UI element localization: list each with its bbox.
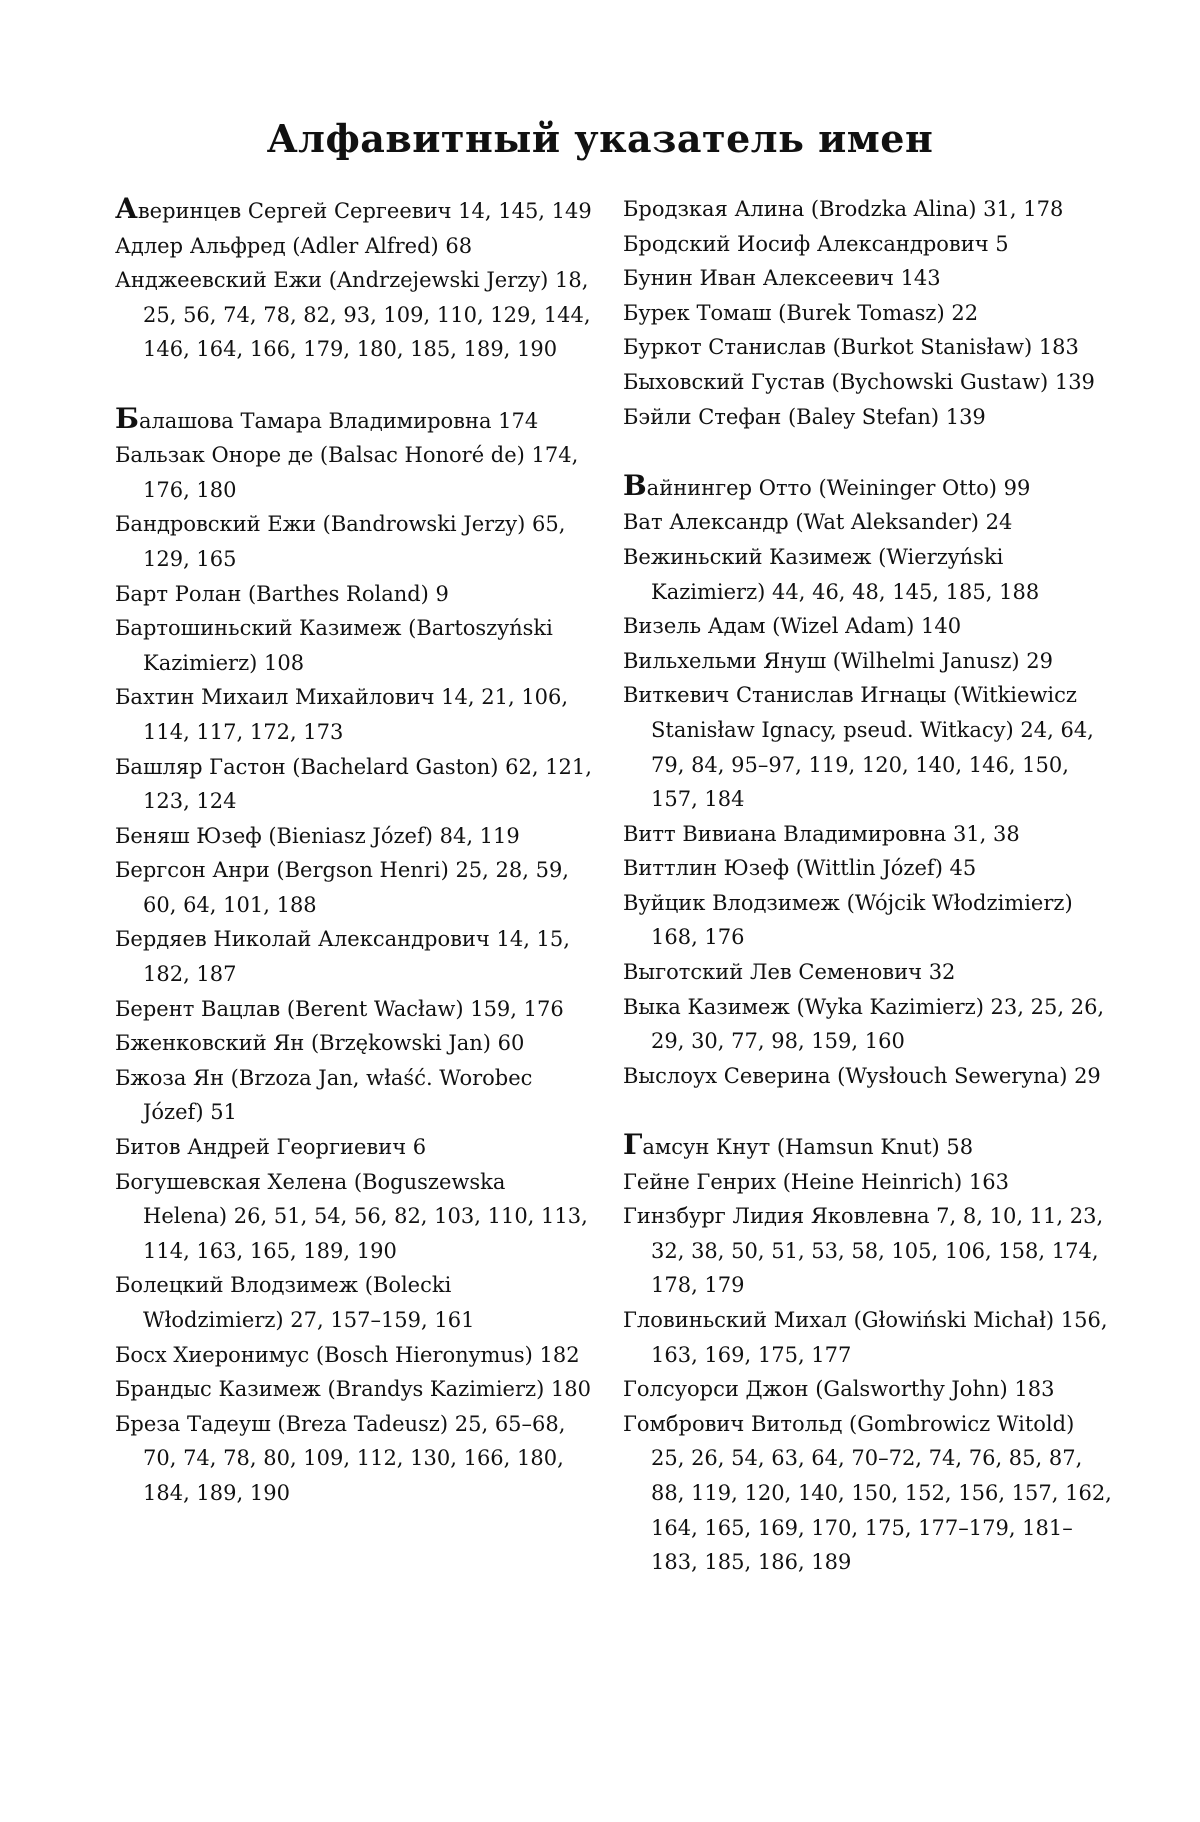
index-entry: Босх Хиеронимус (Bosch Hieronymus) 182 [115,1342,580,1367]
index-entry-text: веринцев Сергей Сергеевич 14, 145, 149 [137,199,592,223]
page-title: Алфавитный указатель имен [266,116,934,161]
index-entry: Берент Вацлав (Berent Wacław) 159, 176 [115,996,564,1021]
index-entry [115,402,595,439]
index-entry: Бженковский Ян (Brzękowski Jan) 60 [115,1031,525,1056]
index-entry: Визель Адам (Wizel Adam) 140 [623,614,962,639]
index-entry: Вуйцик Влодзимеж (Wójcik Włodzimierz) 168, 176 [623,890,1073,950]
index-entry: Вильхельми Януш (Wilhelmi Janusz) 29 [623,648,1053,673]
index-entry: Бродский Иосиф Александрович 5 [623,231,1009,256]
section-gap [623,1093,1113,1128]
index-entry: Адлер Альфред (Adler Alfred) 68 [115,233,473,258]
index-entry: Брандыс Казимеж (Brandys Kazimierz) 180 [115,1377,592,1402]
index-entry: Бандровский Ежи (Bandrowski Jerzy) 65, 129, 165 [115,512,566,571]
section-initial-letter: В [623,468,647,502]
index-entry: Быховский Густав (Bychowski Gustaw) 139 [623,369,1095,394]
index-entry: Гловиньский Михал (Głowiński Michał) 156, 163, 169, 175, 177 [623,1308,1108,1367]
index-entry [115,192,595,229]
index-entry-text: амсун Кнут (Hamsun Knut) 58 [642,1135,974,1160]
index-entry: Барт Ролан (Barthes Roland) 9 [115,581,449,606]
index-entry: Буркот Станислав (Burkot Stanisław) 183 [623,335,1079,360]
index-entry: Выслоух Северина (Wysłouch Seweryna) 29 [623,1063,1101,1088]
index-entry: Гинзбург Лидия Яковлевна 7, 8, 10, 11, 23, 32, 38, 50, 51, 53, 58, 105, 106, 158, 174, 178, 179 [623,1204,1104,1298]
index-entry: Бреза Тадеуш (Breza Tadeusz) 25, 65–68, 70, 74, 78, 80, 109, 112, 130, 166, 180, 184, 189, 190 [115,1411,566,1505]
index-entry: Вежиньский Казимеж (Wierzyński Kazimierz) 44, 46, 48, 145, 185, 188 [623,544,1040,604]
index-entry: Бердяев Николай Александрович 14, 15, 182, 187 [115,927,570,987]
section-initial-letter: А [115,192,138,225]
index-column-right [623,192,1113,1580]
index-entry: Виткевич Станислав Игнацы (Witkiewicz Stanisław Ignacy, pseud. Witkacy) 24, 64, 79, 84, 95–97, 119, 120, 140, 146, 150, 157, 184 [623,683,1094,812]
index-entry: Выготский Лев Семенович 32 [623,960,956,985]
index-entry: Выка Казимеж (Wyka Kazimierz) 23, 25, 26, 29, 30, 77, 98, 159, 160 [623,994,1105,1054]
index-entry: Беняш Юзеф (Bieniasz Józef) 84, 119 [115,823,520,848]
index-entry-text: алашова Тамара Владимировна 174 [138,408,539,433]
index-entry: Бахтин Михаил Михайлович 14, 21, 106, 114, 117, 172, 173 [115,685,569,744]
index-entry: Бергсон Анри (Bergson Henri) 25, 28, 59, 60, 64, 101, 188 [115,858,569,917]
index-entry: Бальзак Оноре де (Balsac Honoré de) 174, 176, 180 [115,443,579,502]
index-entry: Башляр Гастон (Bachelard Gaston) 62, 121, 123, 124 [115,754,592,814]
section-initial-letter: Б [115,401,139,435]
index-column-left [115,192,595,1511]
section-gap [623,434,1113,469]
index-entry: Ват Александр (Wat Aleksander) 24 [623,510,1013,535]
index-entry: Битов Андрей Георгиевич 6 [115,1135,427,1160]
index-entry: Бэйли Стефан (Baley Stefan) 139 [623,404,986,429]
index-entry: Виттлин Юзеф (Wittlin Józef) 45 [623,856,977,881]
index-entry: Гомбрович Витольд (Gombrowicz Witold) 25, 26, 54, 63, 64, 70–72, 74, 76, 85, 87, 88, 119, 120, 140, 150, 152, 156, 157, 162, 164, 165, 169, 170, 175, 177–179, 181–183, 185, 186, 189 [623,1411,1112,1575]
index-entry: Гейне Генрих (Heine Heinrich) 163 [623,1169,1009,1194]
index-entry: Бродзкая Алина (Brodzka Alina) 31, 178 [623,197,1064,221]
index-entry: Бурек Томаш (Burek Tomasz) 22 [623,300,979,325]
index-entry [623,1128,1113,1165]
index-entry: Богушевская Хелена (Boguszewska Helena) 26, 51, 54, 56, 82, 103, 110, 113, 114, 163, 165, 189, 190 [115,1169,588,1263]
index-entry: Голсуорси Джон (Galsworthy John) 183 [623,1377,1055,1402]
index-entry: Бжоза Ян (Brzoza Jan, właść. Worobec Józef) 51 [115,1065,533,1125]
index-entry: Витт Вивиана Владимировна 31, 38 [623,821,1020,846]
index-entry: Болецкий Влодзимеж (Bolecki Włodzimierz) 27, 157–159, 161 [115,1273,475,1332]
index-entry: Анджеевский Ежи (Andrzejewski Jerzy) 18, 25, 56, 74, 78, 82, 93, 109, 110, 129, 144, 146, 164, 166, 179, 180, 185, 189, 190 [115,268,591,362]
section-initial-letter: Г [623,1128,643,1162]
index-entry: Бартошиньский Казимеж (Bartoszyński Kazimierz) 108 [115,616,553,675]
index-entry-text: айнингер Отто (Weininger Otto) 99 [646,475,1031,500]
section-gap [115,367,595,402]
index-entry: Бунин Иван Алексеевич 143 [623,266,941,291]
index-entry [623,469,1113,506]
